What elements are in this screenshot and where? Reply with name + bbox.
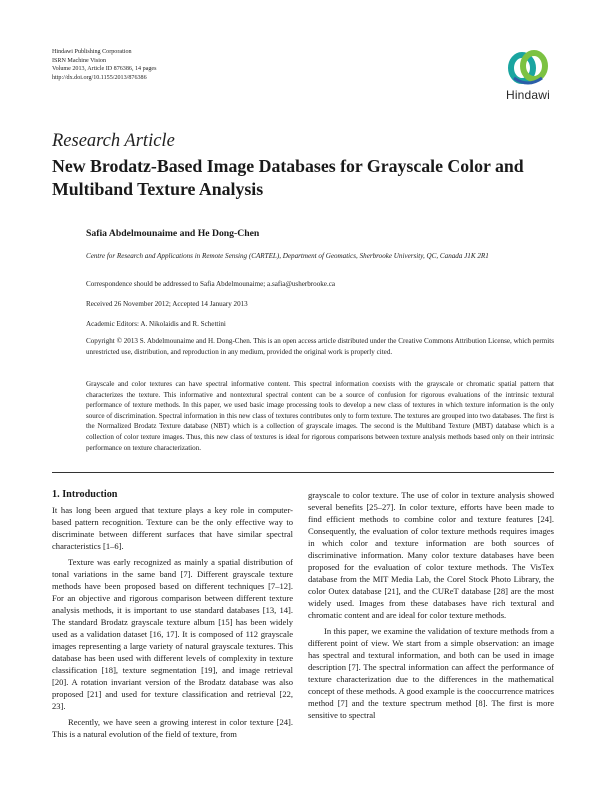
doi-link[interactable]: http://dx.doi.org/10.1155/2013/876386	[52, 74, 147, 81]
affiliation: Centre for Research and Applications in Remote Sensing (CARTEL), Department of Geomatics, Sherbrooke University, QC, Canada J1K 2R1	[86, 252, 489, 260]
academic-editors: Academic Editors: A. Nikolaidis and R. Schettini	[86, 320, 226, 328]
intro-paragraph-2: Texture was early recognized as mainly a spatial distribution of tonal variations in the same band [7]. Different grayscale texture methods have been proposed based on different techniques [7–12]. For an objective and rigorous comparison between different texture analysis methods, it is important to use standard databases [13, 14]. The standard Brodatz grayscale texture album [15] has been widely used as a validation dataset [16, 17]. It is composed of 112 grayscale images representing a large variety of natural grayscale textures. This database has been used with different levels of complexity in texture classification [18], texture segmentation [19], and image retrieval [20]. A rotation invariant version of the Brodatz database was also proposed [21] and used for texture classification and retrieval [22, 23].	[52, 556, 293, 711]
volume-info: Volume 2013, Article ID 876386, 14 pages	[52, 66, 157, 73]
intro-paragraph-5: In this paper, we examine the validation of texture methods from a different point of view. We start from a simple observation: an image has spectral and textural information, and both can be used in image description [7]. The spectral information can affect the performance of texture characterization due to the differences in the mathematical concept of these methods. A good example is the cooccurrence matrices method [7] and the texture spectrum method [8]. The first is more sensitive to spectral	[308, 625, 554, 720]
received-dates: Received 26 November 2012; Accepted 14 January 2013	[86, 300, 248, 308]
abstract: Grayscale and color textures can have spectral informative content. This spectral information coexists with the grayscale or chromatic spatial pattern that characterizes the texture. This informative and nontextural spectral content can be a source of confusion for rigorous evaluations of the intrinsic textural performance of texture methods. In this paper, we used basic image processing tools to develop a new class of textures in which texture information is the only source of discrimination. Spectral information in this new class of textures contributes only to form texture. The textures are grouped into two databases. The first is the Normalized Brodatz Texture database (NBT) which is a collection of grayscale images. The second is the Multiband Texture (MBT) database which is a collection of color texture images. Thus, this new class of textures is ideal for rigorous comparisons between texture analysis methods based only on their intrinsic performance on texture characterization.	[86, 380, 554, 452]
article-title: New Brodatz-Based Image Databases for Grayscale Color and Multiband Texture Analysis	[52, 156, 524, 199]
right-column	[308, 490, 554, 722]
copyright-notice: Copyright © 2013 S. Abdelmounaime and H. Dong-Chen. This is an open access article distributed under the Creative Commons Attribution License, which permits unrestricted use, distribution, and reproduction in any medium, provided the original work is properly cited.	[86, 337, 554, 356]
correspondence: Correspondence should be addressed to Safia Abdelmounaime; a.safia@usherbrooke.ca	[86, 280, 336, 288]
hindawi-logo-text: Hindawi	[505, 88, 551, 102]
journal-name: ISRN Machine Vision	[52, 57, 107, 64]
author-list: Safia Abdelmounaime and He Dong-Chen	[86, 228, 260, 239]
header-meta	[52, 48, 156, 82]
intro-paragraph-1: It has long been argued that texture plays a key role in computer-based pattern recognition. Texture can be the only effective way to discriminate between different surfaces that have similar spectral characteristics [1–6].	[52, 505, 293, 551]
intro-paragraph-3: Recently, we have seen a growing interest in color texture [24]. This is a natural evolution of the field of texture, from	[52, 716, 293, 739]
intro-paragraph-4: grayscale to color texture. The use of color in texture analysis showed several benefits [25–27]. In color texture, efforts have been made to find efficient methods to combine color and texture features [24]. Consequently, the evaluation of color texture methods requires images in which color and texture information are both sources of discriminative information. Many color texture databases have been proposed for the evaluation of color texture methods. The VisTex database from the MIT Media Lab, the Corel Stock Photo Library, the color Outex database [21], and the CUReT database [28] are the most widely used. Images from these databases have rich textural and chromatic content and are ideal for color texture methods.	[308, 490, 554, 620]
article-type: Research Article	[52, 131, 175, 151]
publisher-name: Hindawi Publishing Corporation	[52, 49, 132, 55]
section-divider	[52, 472, 554, 473]
left-column	[52, 505, 293, 741]
hindawi-logo	[498, 48, 558, 104]
section-heading-introduction: 1. Introduction	[52, 489, 118, 500]
hindawi-rings-icon	[506, 48, 550, 86]
